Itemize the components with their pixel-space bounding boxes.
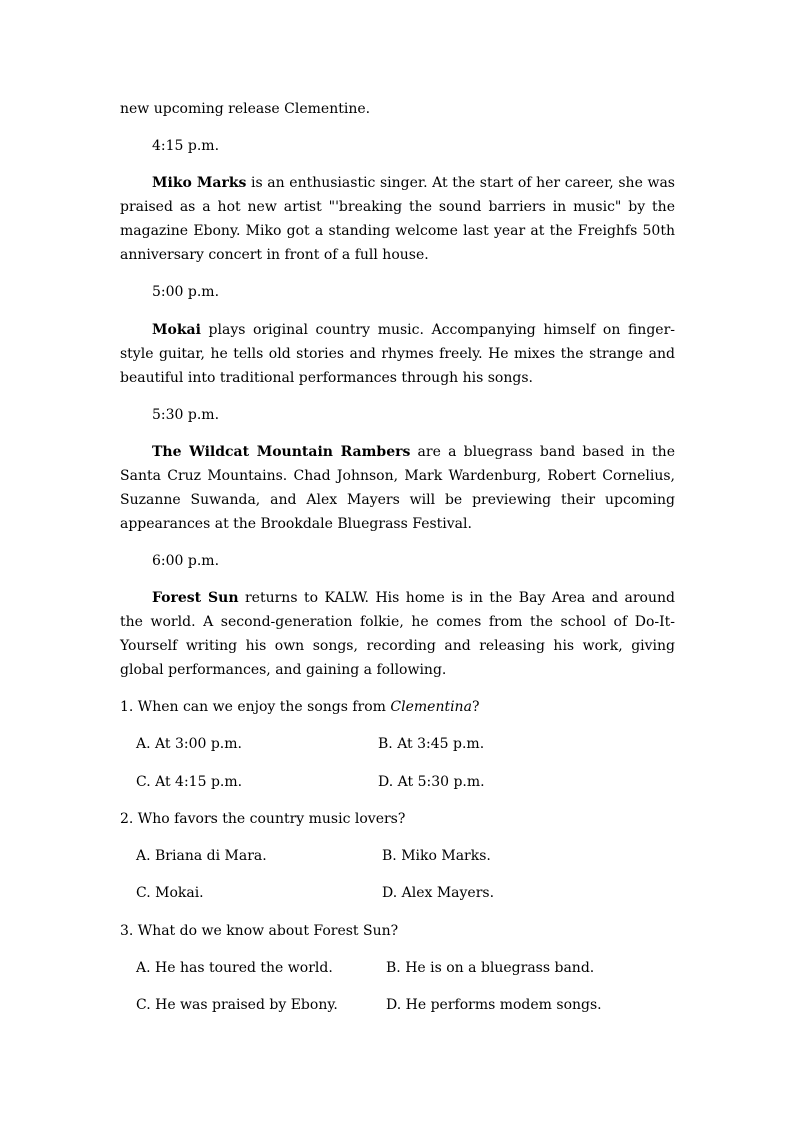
event-text: returns to KALW. His home is in the Bay Area and around the world. A second-generation folkie, he comes from the school of Do-It-Yourself writing his own songs, recording and releasing his work, giving global performances, and gaining a following. [120,590,675,678]
option-a: A. Briana di Mara. [136,848,267,864]
option-b: B. Miko Marks. [382,848,491,864]
question-italic: Clementina [390,699,472,715]
event-text: is an enthusiastic singer. At the start of her career, she was praised as a hot new artist "'breaking the sound barriers in music" by the magazine Ebony. Miko got a standing welcome last year at the Freighfs 50th anniversary concert in front of a full house. [120,175,675,263]
option-c: C. Mokai. [136,885,204,901]
option-d: D. He performs modem songs. [386,997,602,1013]
question-prefix: 2. Who favors the country music lovers? [120,811,406,827]
question-3 [120,919,398,943]
question-1 [120,695,479,719]
event-description [120,318,675,390]
event-time: 5:00 p.m. [152,284,220,300]
intro-tail-text: new upcoming release Clementine. [120,101,371,117]
question-prefix: 1. When can we enjoy the songs from [120,699,391,715]
performer-name: Miko Marks [152,175,247,191]
event-text: are a bluegrass band based in the Santa Cruz Mountains. Chad Johnson, Mark Wardenburg, Robert Cornelius, Suzanne Suwanda, and Alex Mayers will be previewing their upcoming appearances at the Brookdale Bluegrass Festival. [120,444,675,532]
option-b: B. At 3:45 p.m. [378,736,485,752]
option-a: A. At 3:00 p.m. [136,736,242,752]
performer-name: Mokai [152,322,201,338]
event-time: 5:30 p.m. [152,407,220,423]
option-c: C. He was praised by Ebony. [136,997,338,1013]
option-a: A. He has toured the world. [136,960,333,976]
event-description [120,586,675,682]
event-description [120,440,675,536]
option-b: B. He is on a bluegrass band. [386,960,595,976]
option-d: D. Alex Mayers. [382,885,495,901]
performer-name: Forest Sun [152,590,239,606]
option-d: D. At 5:30 p.m. [378,774,485,790]
performer-name: The Wildcat Mountain Rambers [152,444,411,460]
event-time: 6:00 p.m. [152,553,220,569]
event-time: 4:15 p.m. [152,138,220,154]
event-text: plays original country music. Accompanying himself on finger-style guitar, he tells old stories and rhymes freely. He mixes the strange and beautiful into traditional performances through his songs. [120,322,675,386]
option-c: C. At 4:15 p.m. [136,774,243,790]
event-description [120,171,675,267]
question-2 [120,807,405,831]
question-suffix: ? [471,699,480,715]
question-prefix: 3. What do we know about Forest Sun? [120,923,399,939]
